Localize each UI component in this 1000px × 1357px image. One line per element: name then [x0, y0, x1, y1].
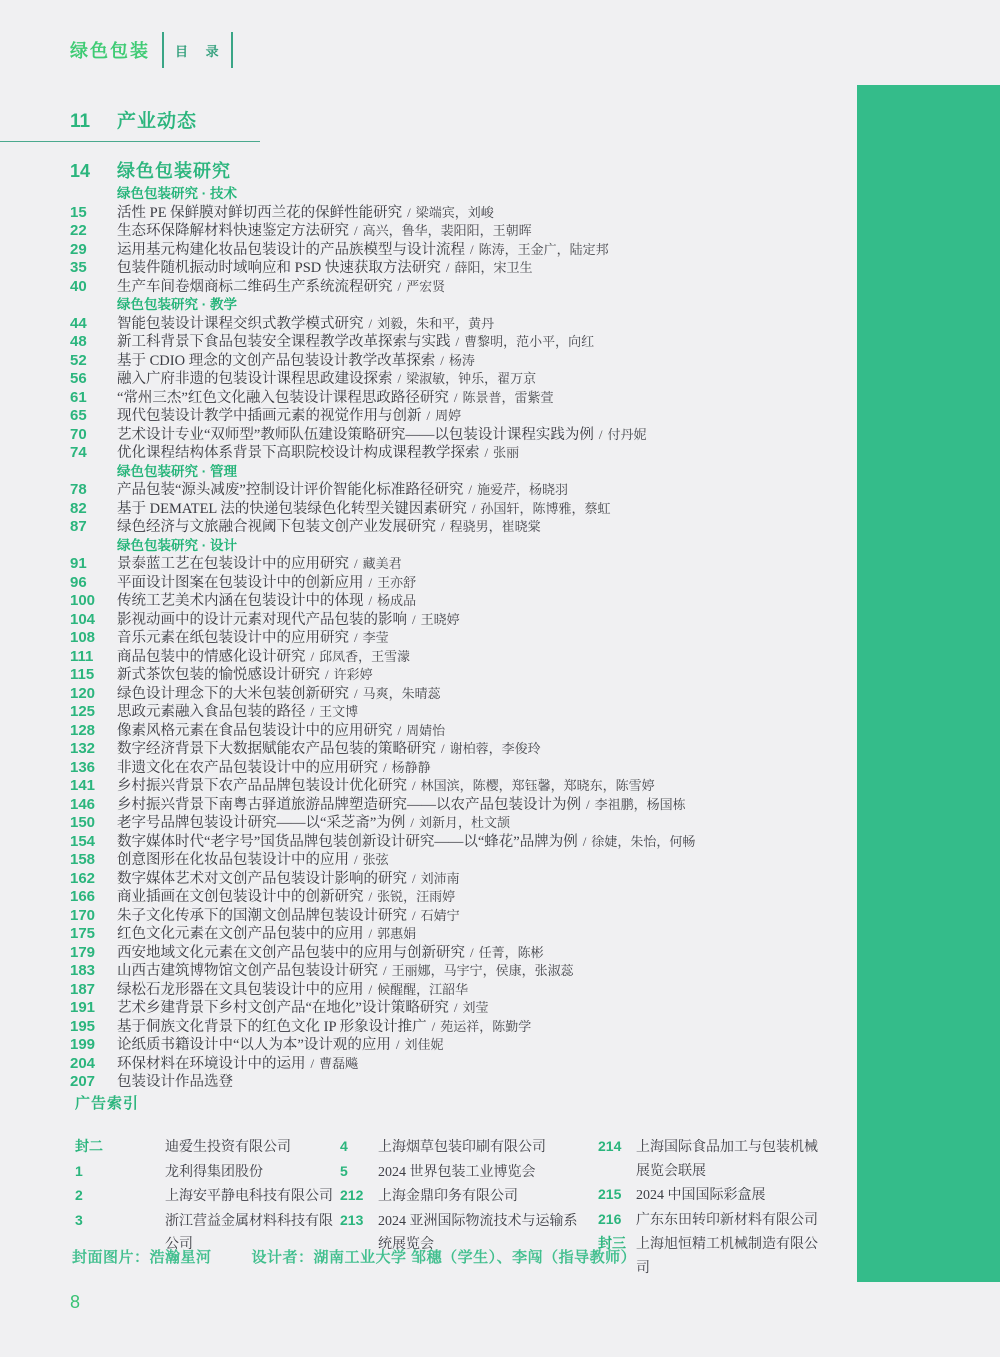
author-separator: /: [426, 408, 431, 423]
ad-index-item: [340, 1160, 598, 1185]
author-separator: /: [368, 593, 373, 608]
author-separator: /: [471, 500, 476, 516]
toc-entry: [70, 722, 860, 741]
entry-title: 山西古建筑博物馆文创产品包装设计研究: [117, 963, 378, 979]
section-title: 绿色包装研究: [117, 161, 231, 181]
entry-title: 乡村振兴背景下农产品品牌包装设计优化研究: [117, 778, 407, 794]
divider-bar: [162, 32, 164, 68]
entry-page-number: 96: [70, 573, 87, 591]
ad-page-number: 213: [340, 1211, 364, 1228]
entry-authors: 藏美君: [362, 556, 402, 571]
entry-title: 现代包装设计教学中插画元素的视觉作用与创新: [117, 408, 422, 424]
entry-authors: 王丽娜，马宇宁，侯康，张淑蕊: [391, 963, 574, 978]
ad-index-item: [598, 1183, 848, 1208]
entry-page-number: 52: [70, 351, 87, 369]
ad-company-name: 2024 世界包装工业博览会: [378, 1164, 536, 1180]
toc-entry: [70, 296, 860, 315]
entry-page-number: 40: [70, 277, 87, 295]
entry-page-number: 204: [70, 1054, 96, 1072]
toc-entry: [70, 481, 860, 500]
author-separator: /: [368, 981, 373, 997]
entry-title: 基于 DEMATEL 法的快递包装绿色化转型关键因素研究: [117, 500, 467, 517]
entry-authors: 周婧怡: [406, 722, 446, 738]
ad-index-item: [598, 1135, 848, 1183]
toc-entry: [70, 518, 860, 537]
ad-company-name: 2024 亚洲国际物流技术与运输系统展览会: [378, 1213, 578, 1252]
entry-title: 商品包装中的情感化设计研究: [117, 648, 306, 665]
toc-entry: [70, 1018, 860, 1037]
section-page-number: 11: [70, 111, 91, 132]
entry-authors: 邱凤香，王雪濛: [319, 648, 411, 664]
author-separator: /: [407, 204, 411, 220]
toc-entry: [70, 666, 860, 685]
author-separator: /: [412, 870, 416, 886]
entry-page-number: 65: [70, 407, 87, 424]
author-separator: /: [440, 352, 444, 368]
entry-title: 平面设计图案在包装设计中的创新应用: [117, 574, 364, 591]
author-separator: /: [325, 667, 329, 682]
cover-credits: [72, 1246, 636, 1267]
entry-title: 绿松石龙形器在文具包装设计中的应用: [117, 981, 364, 998]
entry-authors: 任菁，陈彬: [478, 944, 544, 960]
entry-authors: 李莹: [362, 630, 389, 645]
toc-entry: [70, 315, 860, 334]
entry-title: 老字号品牌包装设计研究——以“采芝斋”为例: [117, 815, 406, 831]
author-separator: /: [441, 741, 445, 756]
entry-page-number: 108: [70, 629, 96, 646]
toc-section-industry: [70, 106, 860, 133]
author-separator: /: [383, 759, 387, 775]
entry-page-number: 199: [70, 1036, 96, 1053]
ad-page-number: 封二: [75, 1138, 103, 1154]
author-separator: /: [397, 278, 402, 294]
toc-entry: [70, 259, 860, 278]
entry-title: 绿色设计理念下的大米包装创新研究: [117, 685, 349, 702]
author-separator: /: [470, 944, 474, 960]
toc-entry: [70, 333, 860, 352]
author-separator: /: [445, 260, 450, 275]
entry-page-number: 128: [70, 721, 96, 739]
entry-authors: 陈景普，雷紫萱: [462, 389, 554, 405]
cover-image-credit: 封面图片：浩瀚星河: [72, 1249, 212, 1266]
entry-title: 思政元素融入食品包装的路径: [117, 704, 306, 720]
entry-authors: 施爱芹，杨晓羽: [477, 482, 569, 497]
entry-title: “常州三杰”红色文化融入包装设计课程思政路径研究: [117, 389, 449, 406]
entry-page-number: 191: [70, 999, 96, 1016]
entry-page-number: 78: [70, 481, 87, 498]
entry-page-number: 158: [70, 851, 96, 868]
entry-title: 红色文化元素在文创产品包装中的应用: [117, 926, 364, 942]
toc-section-label: 目 录: [175, 43, 226, 59]
entry-authors: 王文博: [319, 704, 359, 719]
author-separator: /: [368, 315, 373, 331]
entry-title: 生产车间卷烟商标二维码生产系统流程研究: [117, 278, 393, 295]
toc-entry: [70, 777, 860, 796]
entry-authors: 严宏贤: [406, 278, 446, 294]
masthead: [70, 30, 233, 70]
author-separator: /: [582, 833, 587, 849]
toc-entries: [70, 185, 860, 1092]
author-separator: /: [397, 371, 402, 386]
toc-entry: [70, 814, 860, 833]
ad-company-name: 上海烟草包装印刷有限公司: [378, 1140, 546, 1155]
ad-index-item: [75, 1184, 340, 1209]
section-title: 产业动态: [117, 111, 198, 132]
author-separator: /: [354, 630, 358, 645]
entry-page-number: 154: [70, 832, 96, 850]
toc-entry: [70, 944, 860, 963]
entry-page-number: 15: [70, 203, 87, 221]
author-separator: /: [383, 963, 387, 978]
entry-page-number: 195: [70, 1017, 96, 1035]
entry-title: 朱子文化传承下的国潮文创品牌包装设计研究: [117, 907, 407, 924]
entry-page-number: 61: [70, 388, 87, 406]
entry-title: 艺术设计专业“双师型”教师队伍建设策略研究——以包装设计课程实践为例: [117, 426, 594, 443]
entry-title: 艺术乡建背景下乡村文创产品“在地化”设计策略研究: [117, 1000, 449, 1016]
entry-page-number: 70: [70, 425, 87, 443]
ad-index-item: [75, 1160, 340, 1185]
entry-authors: 杨成品: [377, 593, 417, 608]
toc-entry: [70, 426, 860, 445]
entry-title: 基于侗族文化背景下的红色文化 IP 形象设计推广: [117, 1018, 427, 1035]
entry-title: 环保材料在环境设计中的运用: [117, 1055, 306, 1072]
toc-entry: [70, 407, 860, 426]
entry-title: 数字媒体时代“老字号”国货品牌包装创新设计研究——以“蜂花”品牌为例: [117, 833, 578, 850]
entry-page-number: 74: [70, 444, 87, 461]
author-separator: /: [586, 796, 590, 812]
entry-authors: 刘佳妮: [404, 1037, 444, 1052]
author-separator: /: [354, 852, 358, 867]
entry-authors: 曹黎明，范小平，向红: [464, 334, 595, 349]
ad-company-name: 广东东田转印新材料有限公司: [636, 1212, 818, 1228]
toc-entry: [70, 1036, 860, 1055]
author-separator: /: [368, 574, 373, 590]
author-separator: /: [431, 1018, 436, 1034]
toc-entry: [70, 389, 860, 408]
entry-authors: 张丽: [493, 445, 520, 460]
entry-title: 优化课程结构体系背景下高职院校设计构成课程教学探索: [117, 445, 480, 461]
toc-subsection-label: 绿色包装研究 · 技术: [117, 186, 237, 201]
toc-subsection-label: 绿色包装研究 · 设计: [117, 537, 237, 553]
ad-company-name: 上海国际食品加工与包装机械展览会联展: [636, 1140, 818, 1179]
entry-title: 基于 CDIO 理念的文创产品包装设计教学改革探索: [117, 352, 436, 369]
toc-entry: [70, 870, 860, 889]
entry-title: 活性 PE 保鲜膜对鲜切西兰花的保鲜性能研究: [117, 204, 403, 221]
entry-page-number: 179: [70, 943, 96, 961]
entry-page-number: 166: [70, 888, 96, 905]
entry-title: 商业插画在文创包装设计中的创新研究: [117, 889, 364, 905]
table-of-contents: [70, 106, 860, 1092]
toc-entry: [70, 370, 860, 389]
entry-authors: 候醒醒，江韶华: [377, 981, 469, 997]
toc-entry: [70, 463, 860, 482]
ad-index-title: 广告索引: [75, 1095, 140, 1112]
entry-title: 西安地域文化元素在文创产品包装中的应用与创新研究: [117, 944, 465, 961]
toc-section-research: [70, 157, 860, 183]
toc-entry: [70, 740, 860, 759]
toc-entry: [70, 1073, 860, 1092]
entry-authors: 王亦舒: [377, 574, 417, 590]
ad-page-number: 3: [75, 1211, 83, 1228]
author-separator: /: [412, 907, 416, 923]
toc-entry: [70, 278, 860, 297]
entry-page-number: 44: [70, 314, 87, 332]
entry-authors: 马爽，朱晴蕊: [362, 685, 441, 701]
entry-authors: 杨静静: [391, 759, 431, 775]
toc-entry: [70, 352, 860, 371]
entry-title: 音乐元素在纸包装设计中的应用研究: [117, 630, 349, 646]
ad-page-number: 212: [340, 1187, 364, 1203]
entry-page-number: 104: [70, 610, 96, 628]
entry-authors: 孙国轩，陈博雅，蔡虹: [480, 500, 611, 516]
entry-authors: 程骁男，崔晓棠: [449, 519, 541, 534]
entry-authors: 薛阳，宋卫生: [454, 260, 533, 275]
ad-index-item: [340, 1135, 598, 1160]
toc-subsection-label: 绿色包装研究 · 管理: [117, 463, 237, 479]
entry-page-number: 111: [70, 647, 94, 665]
author-separator: /: [453, 1000, 458, 1015]
entry-authors: 许彩婷: [333, 667, 373, 682]
entry-page-number: 162: [70, 869, 96, 887]
entry-title: 包装件随机振动时域响应和 PSD 快速获取方法研究: [117, 260, 441, 276]
ad-company-name: 上海金鼎印务有限公司: [378, 1189, 518, 1204]
entry-title: 非遗文化在农产品包装设计中的应用研究: [117, 759, 378, 776]
toc-entry: [70, 962, 860, 981]
entry-title: 融入广府非遗的包装设计课程思政建设探索: [117, 371, 393, 387]
entry-page-number: 120: [70, 684, 96, 702]
author-separator: /: [412, 611, 416, 627]
entry-page-number: 187: [70, 980, 96, 998]
ad-page-number: 5: [340, 1162, 348, 1179]
author-separator: /: [470, 241, 474, 257]
ad-company-name: 上海旭恒精工机械制造有限公司: [636, 1237, 818, 1276]
entry-authors: 刘沛南: [420, 870, 460, 886]
entry-title: 乡村振兴背景下南粤古驿道旅游品牌塑造研究——以农产品包装设计为例: [117, 796, 581, 813]
author-separator: /: [453, 389, 458, 405]
entry-page-number: 136: [70, 758, 96, 776]
magazine-logo: 绿色包装: [70, 41, 150, 61]
entry-page-number: 87: [70, 518, 87, 535]
toc-entry: [70, 648, 860, 667]
entry-title: 传统工艺美术内涵在包装设计中的体现: [117, 593, 364, 609]
entry-page-number: 132: [70, 740, 96, 757]
ad-company-name: 2024 中国国际彩盒展: [636, 1188, 766, 1203]
toc-entry: [70, 574, 860, 593]
entry-authors: 高兴，鲁华，裴阳阳，王朝晖: [362, 223, 532, 238]
entry-page-number: 183: [70, 962, 96, 979]
designer-credit: 设计者：湖南工业大学 邹穗（学生）、李闯（指导教师）: [251, 1249, 637, 1266]
toc-entry: [70, 444, 860, 463]
toc-entry: [70, 555, 860, 574]
toc-entry: [70, 500, 860, 519]
ad-page-number: 215: [598, 1186, 622, 1202]
toc-entry: [70, 611, 860, 630]
author-separator: /: [397, 722, 402, 738]
entry-title: 新式茶饮包装的愉悦感设计研究: [117, 667, 320, 683]
toc-entry: [70, 759, 860, 778]
section-divider-line: [0, 141, 260, 142]
entry-authors: 林国滨，陈樱，郑钰馨，郑晓东，陈雪婷: [420, 778, 655, 793]
entry-page-number: 22: [70, 222, 87, 239]
author-separator: /: [310, 704, 315, 719]
author-separator: /: [598, 426, 603, 442]
entry-authors: 郭惠娟: [377, 926, 417, 941]
entry-authors: 陈涛，王金广，陆定邦: [478, 241, 609, 257]
entry-title: 景泰蓝工艺在包装设计中的应用研究: [117, 556, 349, 572]
toc-entry: [70, 1055, 860, 1074]
entry-title: 论纸质书籍设计中“以人为本”设计观的应用: [117, 1037, 391, 1053]
ad-index-item: [75, 1135, 340, 1160]
toc-entry: [70, 592, 860, 611]
entry-page-number: 56: [70, 370, 87, 387]
entry-authors: 王晓婷: [420, 611, 460, 627]
author-separator: /: [354, 685, 358, 701]
entry-title: 创意图形在化妆品包装设计中的应用: [117, 852, 349, 868]
entry-page-number: 150: [70, 814, 96, 831]
ad-company-name: 上海安平静电科技有限公司: [165, 1189, 333, 1204]
entry-authors: 杨涛: [448, 352, 475, 368]
entry-page-number: 125: [70, 703, 96, 720]
toc-entry: [70, 981, 860, 1000]
entry-authors: 张弦: [362, 852, 389, 867]
entry-title: 数字媒体艺术对文创产品包装设计影响的研究: [117, 870, 407, 887]
toc-entry: [70, 222, 860, 241]
entry-title: 运用基元构建化妆品包装设计的产品族模型与设计流程: [117, 241, 465, 258]
toc-entry: [70, 204, 860, 223]
toc-entry: [70, 685, 860, 704]
ad-page-number: 216: [598, 1210, 622, 1227]
section-page-number: 14: [70, 161, 91, 181]
entry-title: 像素风格元素在食品包装设计中的应用研究: [117, 722, 393, 739]
entry-page-number: 146: [70, 795, 96, 813]
toc-entry: [70, 888, 860, 907]
entry-page-number: 48: [70, 333, 87, 350]
entry-page-number: 170: [70, 906, 96, 924]
entry-page-number: 141: [70, 777, 96, 794]
entry-page-number: 207: [70, 1073, 96, 1090]
green-side-panel: [857, 85, 1000, 1282]
entry-authors: 李祖鹏，杨国栋: [594, 796, 686, 812]
entry-authors: 苑运祥，陈勤学: [440, 1018, 532, 1034]
entry-title: 数字经济背景下大数据赋能农产品包装的策略研究: [117, 741, 436, 757]
entry-title: 生态环保降解材料快速鉴定方法研究: [117, 223, 349, 239]
entry-page-number: 35: [70, 259, 87, 276]
toc-entry: [70, 851, 860, 870]
toc-entry: [70, 925, 860, 944]
entry-authors: 曹磊飚: [319, 1055, 359, 1071]
ad-index-item: [598, 1208, 848, 1233]
ad-page-number: 2: [75, 1187, 83, 1203]
entry-authors: 徐婕，朱怡，何畅: [591, 833, 696, 849]
toc-entry: [70, 703, 860, 722]
entry-authors: 刘莹: [462, 1000, 489, 1015]
author-separator: /: [310, 648, 315, 664]
ad-page-number: 1: [75, 1162, 83, 1179]
toc-entry: [70, 241, 860, 260]
entry-authors: 刘毅，朱和平，黄丹: [377, 315, 495, 331]
author-separator: /: [354, 556, 358, 571]
entry-title: 新工科背景下食品包装安全课程教学改革探索与实践: [117, 334, 451, 350]
entry-authors: 梁端宾，刘峻: [415, 204, 494, 220]
entry-authors: 刘新月，杜文颉: [419, 815, 511, 830]
toc-entry: [70, 796, 860, 815]
entry-page-number: 115: [70, 666, 95, 683]
entry-title: 绿色经济与文旅融合视阈下包装文创产业发展研究: [117, 519, 436, 535]
toc-entry: [70, 833, 860, 852]
entry-page-number: 29: [70, 240, 87, 258]
entry-authors: 梁淑敏，钟乐，翟万京: [406, 371, 537, 386]
toc-entry: [70, 537, 860, 556]
ad-index-item: [340, 1184, 598, 1209]
toc-entry: [70, 907, 860, 926]
author-separator: /: [310, 1055, 315, 1071]
entry-authors: 张锐，汪雨婷: [377, 889, 456, 904]
author-separator: /: [395, 1037, 400, 1052]
entry-page-number: 91: [70, 555, 87, 572]
author-separator: /: [468, 482, 472, 497]
ad-company-name: 龙利得集团股份: [165, 1164, 263, 1180]
author-separator: /: [410, 815, 414, 830]
entry-authors: 付丹妮: [607, 426, 647, 442]
entry-title: 影视动画中的设计元素对现代产品包装的影响: [117, 611, 407, 628]
ad-company-name: 迪爱生投资有限公司: [165, 1140, 291, 1155]
author-separator: /: [412, 778, 416, 793]
ad-page-number: 214: [598, 1138, 622, 1154]
ad-page-number: 4: [340, 1138, 348, 1154]
entry-authors: 周婷: [435, 408, 462, 423]
entry-title: 包装设计作品选登: [117, 1074, 233, 1090]
entry-page-number: 100: [70, 592, 96, 609]
entry-authors: 谢柏蓉，李俊玲: [449, 741, 541, 756]
ad-page-number: 封三: [598, 1235, 626, 1251]
ad-company-name: 浙江营益金属材料科技有限公司: [165, 1213, 333, 1252]
toc-entry: [70, 999, 860, 1018]
divider-bar: [231, 32, 233, 68]
author-separator: /: [368, 889, 373, 904]
author-separator: /: [455, 334, 460, 349]
toc-entry: [70, 629, 860, 648]
toc-entry: [70, 185, 860, 204]
author-separator: /: [354, 223, 358, 238]
entry-page-number: 175: [70, 925, 96, 942]
author-separator: /: [368, 926, 373, 941]
entry-page-number: 82: [70, 499, 87, 517]
entry-authors: 石婧宁: [420, 907, 460, 923]
entry-title: 产品包装“源头减废”控制设计评价智能化标准路径研究: [117, 482, 464, 498]
author-separator: /: [441, 519, 445, 534]
entry-title: 智能包装设计课程交织式教学模式研究: [117, 315, 364, 332]
toc-subsection-label: 绿色包装研究 · 教学: [117, 297, 237, 312]
folio-page-number: 8: [70, 1292, 81, 1312]
author-separator: /: [484, 445, 489, 460]
